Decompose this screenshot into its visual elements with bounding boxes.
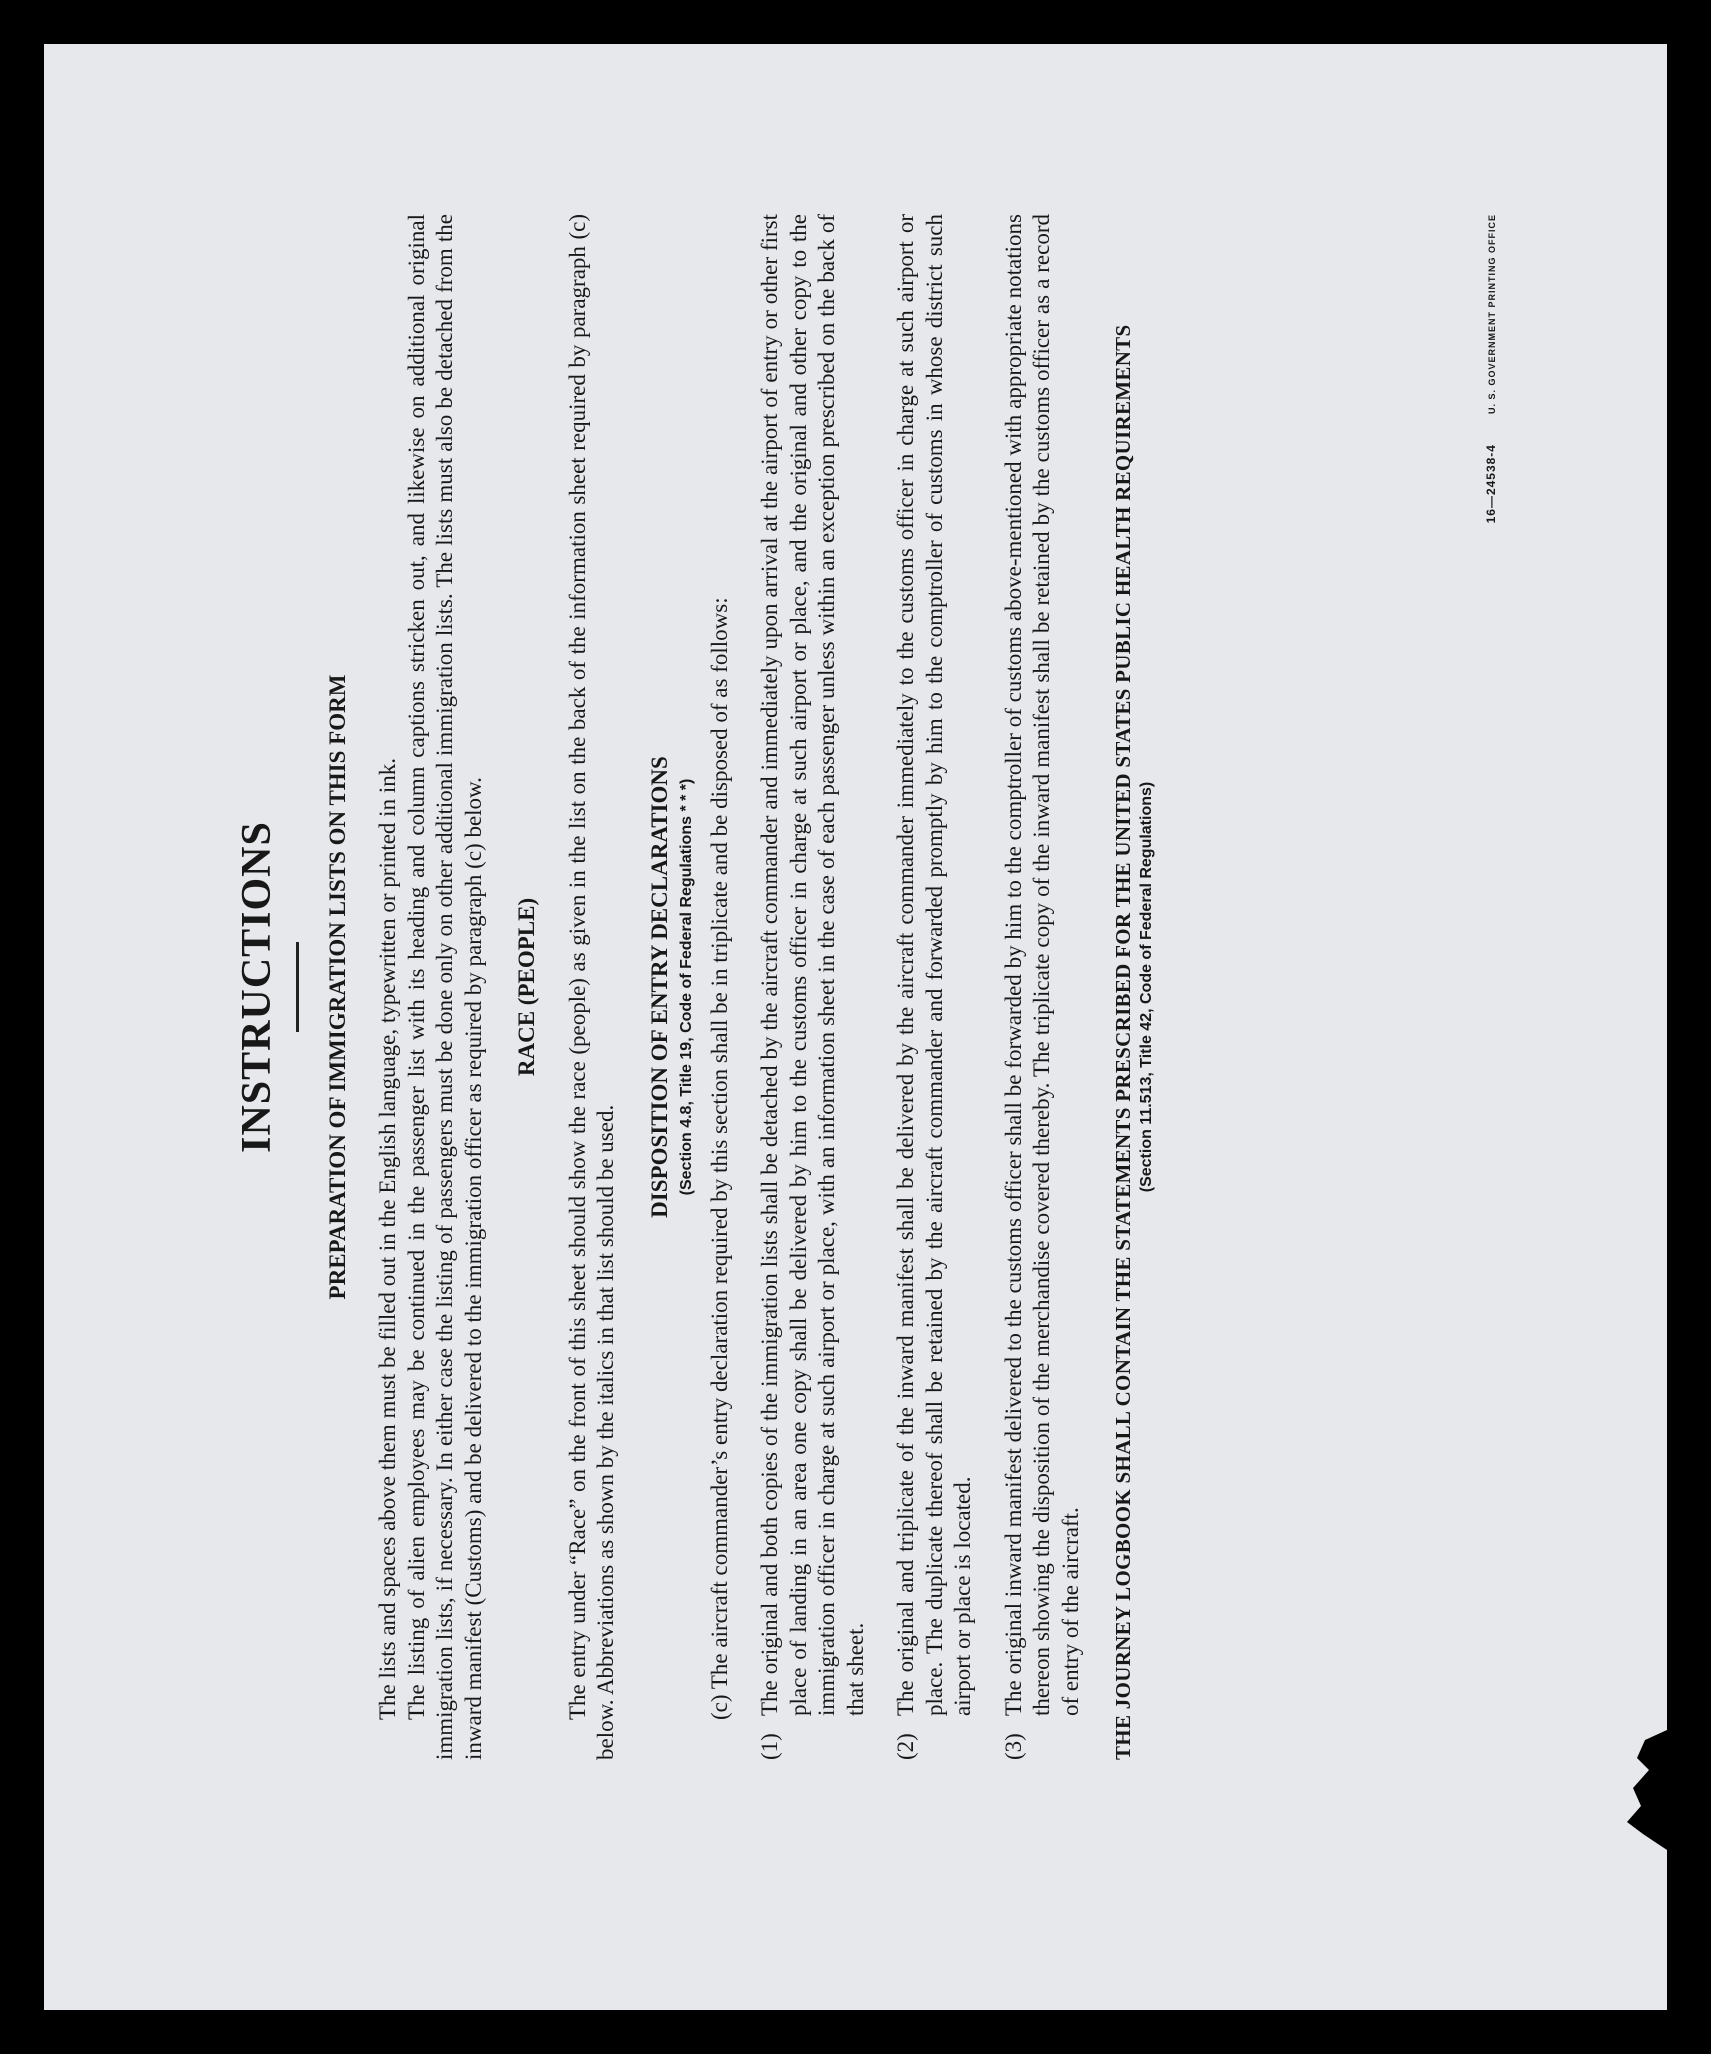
torn-edge-mark [1607,1730,1667,1850]
disposition-item [892,214,978,1760]
disposition-citation: (Section 4.8, Title 19, Code of Federal Regulations * * *) [677,778,695,1196]
footer-requirements: THE JOURNEY LOGBOOK SHALL CONTAIN THE STATEMENTS PRESCRIBED FOR THE UNITED STATES PUBLIC HEALTH REQUIREMENTS [1111,324,1136,1760]
rotated-page-content [44,44,1667,2010]
disposition-item [1000,214,1086,1760]
section-heading-disposition: DISPOSITION OF ENTRY DECLARATIONS [646,756,672,1218]
preparation-paragraph-2: The listing of alien employees may be continued in the passenger list with its heading and column captions stricken out, and likewise on additional original immigration lists, if necessary. In either case the listing of passengers must be done only on other additional immigration lists. The lists must also be detached from the inward manifest (Customs) and be delivered to the immigration officer as required by paragraph (c) below. [403,214,486,1760]
item-text: The original inward manifest delivered to the customs officer shall be forwarded by him to the comptroller of customs above-mentioned with appropriate notations thereon showing the disposition of the merchandise covered thereby. The triplicate copy of the inward manifest shall be retained by the customs officer as a record of entry of the aircraft. [1000,214,1083,1716]
form-code: 16—24538-4 [1484,444,1498,524]
section-heading-race: RACE (PEOPLE) [514,897,540,1077]
section-heading-preparation: PREPARATION OF IMMIGRATION LISTS ON THIS FORM [325,674,350,1300]
disposition-item [756,214,870,1760]
item-number: (1) [757,1733,783,1760]
title-rule [296,942,299,1032]
disposition-intro: (c) The aircraft commander’s entry declaration required by this section shall be in triplicate and be disposed of as follows: [706,597,732,1720]
item-number: (3) [1000,1733,1026,1760]
printing-office: U. S. GOVERNMENT PRINTING OFFICE [1487,214,1497,415]
item-text: The original and both copies of the immigration lists shall be detached by the aircraft commander and immediately upon arrival at the airport of entry or other first place of landing in an area one copy shall be delivered by him to the customs officer in charge at such airport or place, and the original and other copy to the immigration officer in charge at such airport or place, with an information sheet in the case of each passenger unless within an exception prescribed on the back of that sheet. [757,214,868,1716]
preparation-paragraph-1: The lists and spaces above them must be filled out in the English language, typewritten or printed in ink. [375,758,401,1720]
page-title: INSTRUCTIONS [234,821,280,1153]
printing-office-imprint [1484,214,1498,523]
item-number: (2) [893,1733,919,1760]
race-paragraph: The entry under “Race” on the front of this sheet should show the race (people) as given in the list on the back of the information sheet required by paragraph (c) below. Abbreviations as shown by the italics in that list should be used. [564,214,619,1760]
footer-citation: (Section 11.513, Title 42, Code of Federal Regulations) [1138,781,1156,1193]
document-sheet [44,44,1667,2010]
item-text: The original and triplicate of the inward manifest shall be delivered by the aircraft commander immediately to the customs officer in charge at such airport or place. The duplicate thereof shall be retained by the aircraft commander and forwarded promptly by him to the comptroller of customs in whose district such airport or place is located. [893,214,976,1716]
